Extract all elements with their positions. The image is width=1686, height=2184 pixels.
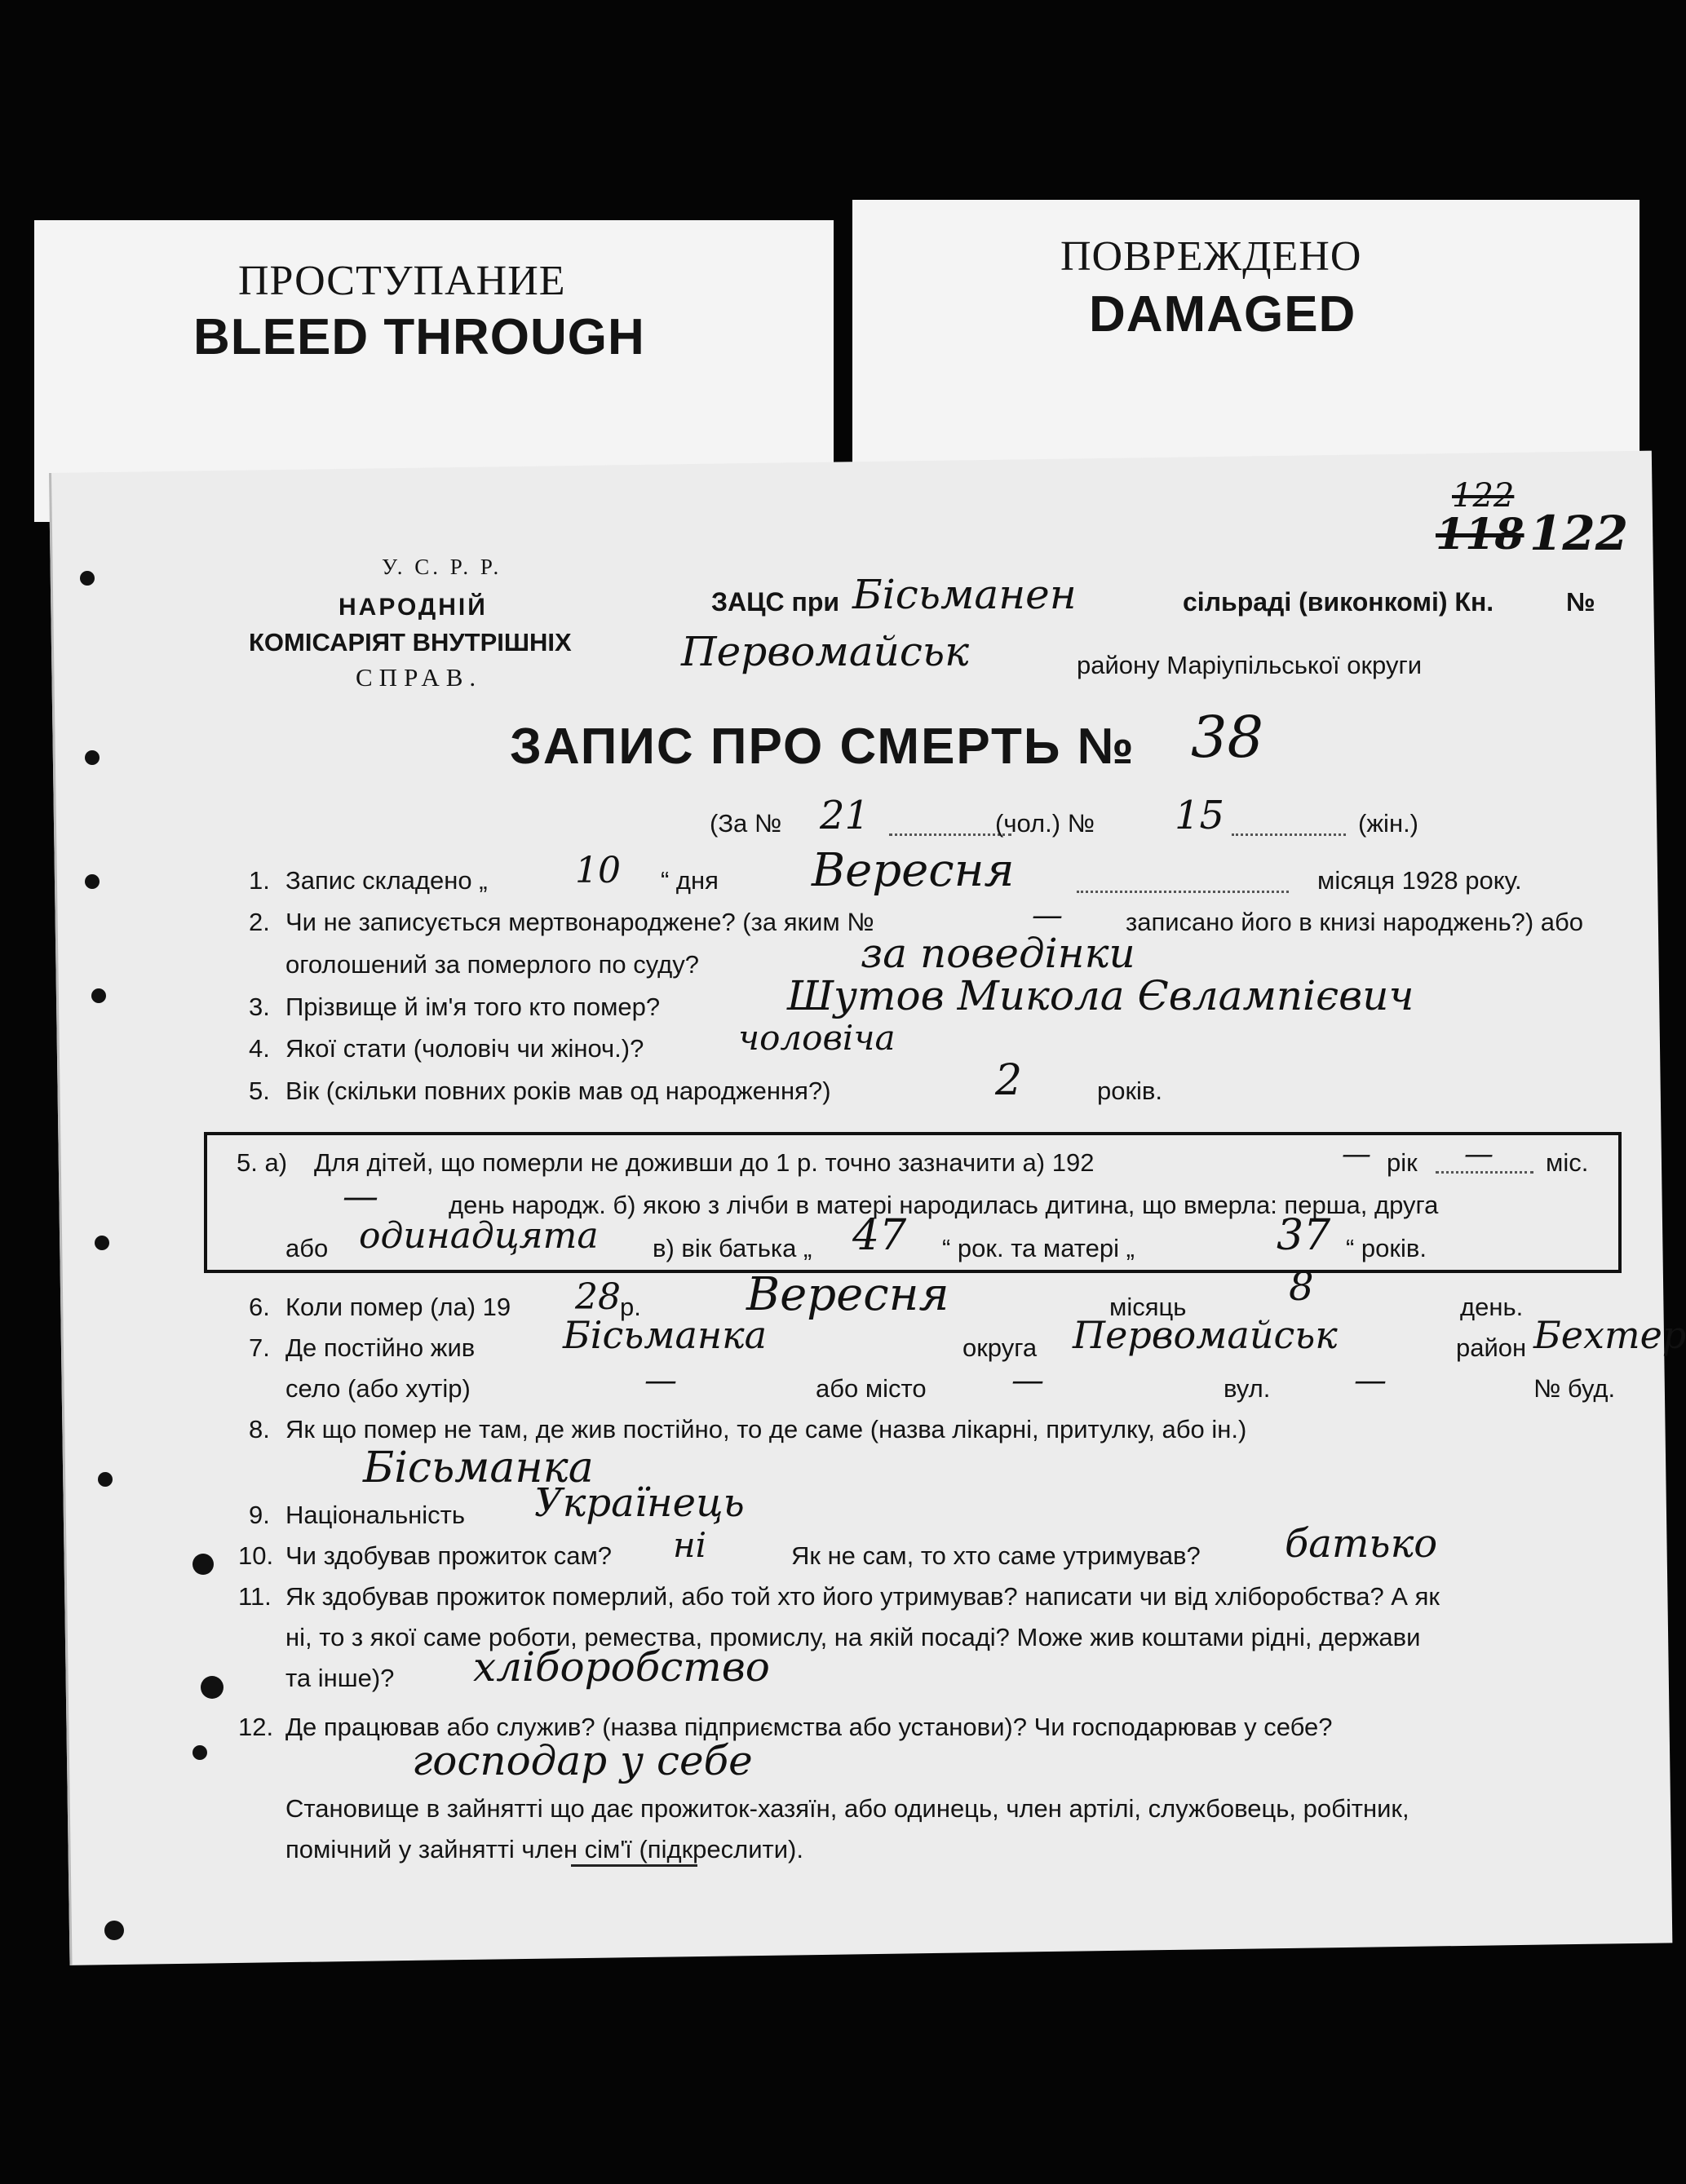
item-11-line3: та інше)? bbox=[285, 1664, 395, 1692]
item-6-text-b: р. bbox=[620, 1293, 641, 1321]
item-4-text: Якої стати (чоловіч чи жіноч.)? bbox=[285, 1034, 644, 1063]
item-6-number: 6. bbox=[249, 1293, 270, 1321]
item-2-text-b: записано його в книзі народжень?) або bbox=[1126, 908, 1584, 936]
item-5a-dash3: — bbox=[343, 1176, 378, 1218]
item-5-text-b: років. bbox=[1097, 1077, 1163, 1105]
dotted-line bbox=[889, 833, 1011, 836]
item-1-text-c: місяця 1928 року. bbox=[1317, 866, 1522, 895]
item-1-number: 1. bbox=[249, 866, 270, 895]
item-5a-number: 5. а) bbox=[237, 1148, 288, 1177]
binding-hole bbox=[192, 1745, 207, 1760]
item-3-number: 3. bbox=[249, 993, 270, 1021]
label-bleed-through-en: BLEED THROUGH bbox=[193, 309, 645, 365]
item-3-deceased-name: Шутов Микола Євлампієвич bbox=[787, 972, 1414, 1019]
item-7-dash3: — bbox=[1354, 1362, 1387, 1399]
item-5a-line3c: “ років. bbox=[1346, 1234, 1427, 1262]
item-1-day: 10 bbox=[575, 850, 621, 891]
item-7-number: 7. bbox=[249, 1333, 270, 1362]
archive-number: 122 bbox=[1529, 506, 1629, 561]
item-7-text-d: село (або хутір) bbox=[285, 1374, 471, 1403]
item-5a-line1: Для дітей, що померли не доживши до 1 р. точно зазначити а) 192 bbox=[314, 1148, 1095, 1177]
item-5a-line2: день народж. б) якою з лічби в матері народилась дитина, що вмерла: перша, друга bbox=[449, 1191, 1439, 1219]
header-ussr: У. С. Р. Р. bbox=[382, 555, 502, 579]
record-title: ЗАПИС ПРО СМЕРТЬ № bbox=[510, 718, 1135, 775]
item-10-self-support: ні bbox=[673, 1525, 707, 1565]
item-8-text: Як що помер не там, де жив постійно, то де саме (назва лікарні, притулку, або ін.) bbox=[285, 1415, 1247, 1443]
item-6-month: Вересня bbox=[746, 1268, 949, 1321]
item-11-line2: ні, то з якої саме роботи, ремества, промислу, на якій посаді? Може жив коштами рідні, держави bbox=[285, 1623, 1421, 1651]
item-9-nationality: Українець bbox=[534, 1480, 745, 1526]
item-7-text-b: округа bbox=[962, 1333, 1038, 1362]
item-5a-father-age: 47 bbox=[852, 1211, 907, 1260]
zags-no: № bbox=[1566, 587, 1595, 617]
district-suffix: району Маріупільської округи bbox=[1077, 651, 1423, 679]
item-5-number: 5. bbox=[249, 1077, 270, 1105]
dotted-line bbox=[1436, 1171, 1533, 1174]
binding-hole bbox=[201, 1676, 223, 1699]
item-4-number: 4. bbox=[249, 1034, 270, 1063]
header-ministry-3: СПРАВ. bbox=[356, 663, 483, 692]
item-5-text-a: Вік (скільки повних років мав од народження?) bbox=[285, 1077, 831, 1105]
archive-number-struck: 122 bbox=[1452, 477, 1515, 515]
item-12-employment: господар у себе bbox=[412, 1737, 753, 1784]
item-1-text-b: “ дня bbox=[661, 866, 719, 895]
underline-mark bbox=[571, 1864, 697, 1867]
item-7-village: Бісьманка bbox=[563, 1313, 768, 1357]
binding-hole bbox=[192, 1554, 214, 1575]
item-8-number: 8. bbox=[249, 1415, 270, 1443]
item-10-number: 10. bbox=[238, 1541, 274, 1570]
item-6-text-a: Коли помер (ла) 19 bbox=[285, 1293, 511, 1321]
item-2-number: 2. bbox=[249, 908, 270, 936]
document-content bbox=[49, 473, 1686, 1965]
item-11-occupation: хліборобство bbox=[473, 1643, 770, 1691]
item-7-okruha: Первомайськ bbox=[1073, 1313, 1338, 1357]
item-11-line1: Як здобував прожиток померлий, або той хто його утримував? написати чи від хліборобства? А як bbox=[285, 1582, 1440, 1611]
item-12-line2: Становище в зайнятті що дає прожиток-хазяїн, або одинець, член артілі, службовець, робітник, bbox=[285, 1794, 1409, 1823]
sub-za-number: 21 bbox=[820, 793, 870, 838]
binding-hole bbox=[85, 750, 100, 765]
label-damaged-en: DAMAGED bbox=[1089, 286, 1356, 343]
item-6-text-d: день. bbox=[1460, 1293, 1524, 1321]
item-1-month: Вересня bbox=[812, 844, 1015, 897]
item-9-number: 9. bbox=[249, 1501, 270, 1529]
item-6-day: 8 bbox=[1289, 1264, 1314, 1310]
item-7-text-a: Де постійно жив bbox=[285, 1333, 476, 1362]
binding-hole bbox=[95, 1236, 109, 1250]
sub-za: (За № bbox=[710, 809, 782, 838]
binding-hole bbox=[104, 1921, 124, 1940]
item-6-year: 28 bbox=[575, 1276, 621, 1318]
item-5a-dash2: — bbox=[1464, 1138, 1494, 1171]
item-2-dash: — bbox=[1032, 897, 1063, 933]
zags-suffix: сільраді (виконкомі) Кн. bbox=[1183, 587, 1494, 617]
item-12-line3: помічний у зайнятті член сім'ї (підкреслити). bbox=[285, 1835, 803, 1863]
item-5a-abo: або bbox=[285, 1234, 329, 1262]
zags-village: Бісьманен bbox=[852, 571, 1077, 618]
archive-number-prefix-struck: 118 bbox=[1436, 510, 1524, 559]
item-12-line1: Де працював або служив? (назва підприємства або установи)? Чи господарював у себе? bbox=[285, 1713, 1333, 1741]
item-7-dash2: — bbox=[1011, 1362, 1044, 1399]
item-7-text-g: № буд. bbox=[1533, 1374, 1616, 1403]
sub-chol: (чол.) № bbox=[995, 809, 1095, 838]
binding-hole bbox=[80, 571, 95, 586]
item-5-age: 2 bbox=[995, 1056, 1023, 1105]
sub-zhin: (жін.) bbox=[1358, 809, 1419, 838]
item-6-text-c: місяць bbox=[1109, 1293, 1187, 1321]
item-5a-dash1: — bbox=[1342, 1138, 1371, 1171]
zags-prefix: ЗАЦС при bbox=[711, 587, 840, 617]
item-1-text-a: Запис складено „ bbox=[285, 866, 488, 895]
dotted-line bbox=[1232, 833, 1346, 836]
item-7-dash1: — bbox=[644, 1362, 677, 1399]
header-ministry-1: НАРОДНІЙ bbox=[339, 594, 488, 621]
item-2-text-c: оголошений за померлого по суду? bbox=[285, 950, 700, 979]
item-10-text-a: Чи здобував прожиток сам? bbox=[285, 1541, 613, 1570]
item-9-text: Національність bbox=[285, 1501, 465, 1529]
binding-hole bbox=[85, 874, 100, 889]
label-damaged-ru: ПОВРЕЖДЕНО bbox=[1060, 233, 1362, 280]
header-ministry-2: КОМІСАРІЯТ ВНУТРІШНІХ bbox=[249, 628, 572, 657]
item-2-handwritten: за поведінки bbox=[861, 930, 1135, 977]
item-10-supporter: батько bbox=[1285, 1521, 1438, 1567]
item-3-text: Прізвище й ім'я того кто помер? bbox=[285, 993, 661, 1021]
item-7-text-e: або місто bbox=[816, 1374, 927, 1403]
district-handwritten: Первомайськ bbox=[681, 628, 969, 675]
item-5a-mis: міс. bbox=[1546, 1148, 1589, 1177]
sub-chol-number: 15 bbox=[1175, 793, 1225, 838]
dotted-line bbox=[1077, 891, 1289, 893]
item-5a-rik: рік bbox=[1387, 1148, 1418, 1177]
item-5a-birth-order: одинадцята bbox=[359, 1215, 599, 1257]
label-bleed-through-ru: ПРОСТУПАНИЕ bbox=[238, 258, 566, 304]
item-5a-mother-age: 37 bbox=[1277, 1211, 1331, 1260]
item-7-text-f: вул. bbox=[1224, 1374, 1271, 1403]
item-10-text-b: Як не сам, то хто саме утримував? bbox=[791, 1541, 1201, 1570]
item-2-text-a: Чи не записується мертвонароджене? (за яким № bbox=[285, 908, 874, 936]
item-7-raion: Бехтер bbox=[1533, 1313, 1686, 1357]
item-12-number: 12. bbox=[238, 1713, 274, 1741]
item-8-place: Бісьманка bbox=[363, 1443, 594, 1492]
binding-hole bbox=[91, 988, 106, 1003]
item-11-number: 11. bbox=[238, 1582, 272, 1611]
record-number: 38 bbox=[1191, 704, 1264, 771]
item-7-text-c: район bbox=[1456, 1333, 1527, 1362]
item-5a-line3b: “ рок. та матері „ bbox=[942, 1234, 1135, 1262]
binding-hole bbox=[98, 1472, 113, 1487]
item-5a-line3a: в) вік батька „ bbox=[653, 1234, 812, 1262]
item-4-sex: чоловіча bbox=[738, 1018, 896, 1058]
